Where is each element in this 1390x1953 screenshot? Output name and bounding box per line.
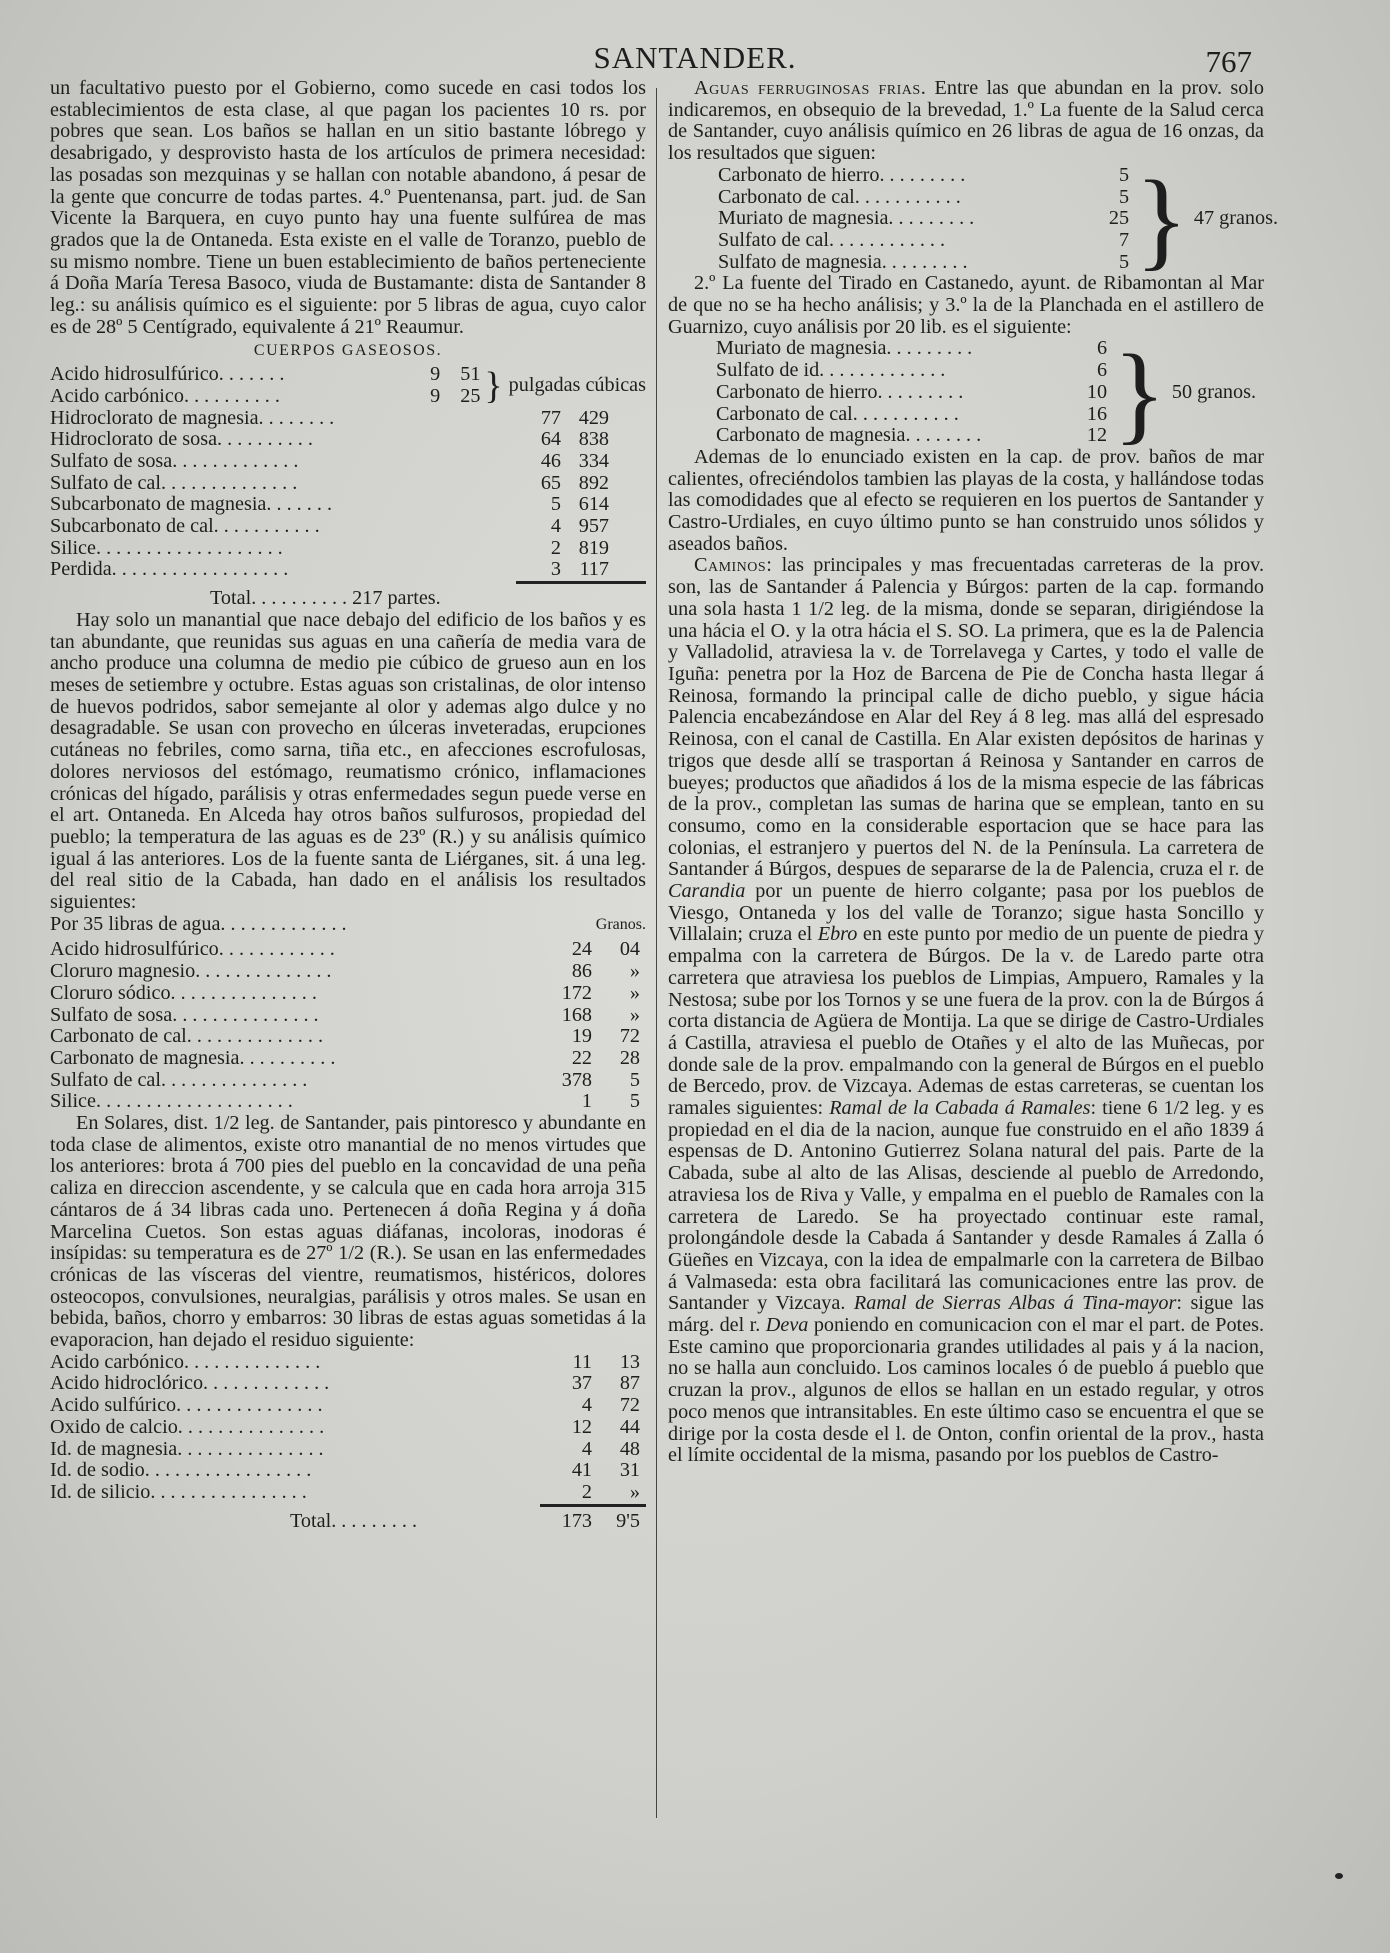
table-row: Carbonato de cal. . . . . . . . . . . 16 <box>716 402 1108 425</box>
ink-spot <box>1335 1873 1343 1879</box>
paragraph-tirado: 2.º La fuente del Tirado en Castanedo, ayunt. de Ribamontan al Mar de que no se ha hecho análisis; y 3.º la de la Planchada en el astillero de Guarnizo, cuyo análisis por 20 lib. es el siguiente: <box>668 272 1264 338</box>
table-row: Carbonato de magnesia. . . . . . . . 12 <box>716 424 1108 447</box>
gases-table <box>50 364 646 407</box>
table-row: Id. de silicio. . . . . . . . . . . . . . . . 2 » <box>50 1481 640 1503</box>
paragraph-solares: En Solares, dist. 1/2 leg. de Santander, pais pintoresco y abundante en toda clase de alimentos, existe otro manantial de no menos virtudes que los anteriores: brota á 700 pies del pueblo en la concavidad de una peña caliza en direccion ascendente, y se calcula que en cada hora arroja 315 cántaros de á 34 libras cada uno. Pertenecen á doña Regina y á doña Marcelina Cuetos. Son estas aguas diáfanas, incoloras, inodoras é insípidas: su temperatura es de 27º 1/2 (R.). Se usan en las enfermedades crónicas de las vísceras del vientre, reumatismos, histéricos, dolores osteocopos, convulsiones, neuralgias, parálisis y otros males. Se usan en bebida, baños, chorro y embarros: 30 libras de estas aguas sometidas á la evaporacion, han dejado el residuo siguiente: <box>50 1112 646 1352</box>
table-row: Carbonato de hierro. . . . . . . . . 10 <box>716 380 1108 403</box>
right-column <box>668 77 1278 1467</box>
brace-icon: } <box>1113 331 1166 454</box>
table-row: Carbonato de cal. . . . . . . . . . . 5 <box>718 185 1130 208</box>
lierganes-lead: Por 35 libras de agua. . . . . . . . . . . . . Granos. <box>50 912 646 935</box>
table-row: Sulfato de sosa. . . . . . . . . . . . . . . 168 » <box>50 1003 640 1026</box>
table-row: Carbonato de magnesia. . . . . . . . . . 22 28 <box>50 1046 640 1069</box>
table-row: Acido carbónico. . . . . . . . . . 9 25 <box>50 384 481 407</box>
table-row: Muriato de magnesia. . . . . . . . . 6 } 50 granos. <box>716 331 1256 454</box>
planchada-table <box>716 331 1256 454</box>
total-rule <box>540 1504 646 1507</box>
section-label-ferruginosas: Aguas ferruginosas frias. <box>694 77 927 99</box>
salud-table <box>718 158 1278 281</box>
table-row: Hidroclorato de sosa. . . . . . . . . . 64 838 <box>50 428 609 451</box>
table-row: Hidroclorato de magnesia. . . . . . . . 77 429 <box>50 406 609 429</box>
page-number: 767 <box>1205 44 1252 79</box>
table-row: Id. de sodio. . . . . . . . . . . . . . . . . 41 31 <box>50 1459 640 1482</box>
column-rule <box>656 88 657 1818</box>
table-row: Cloruro magnesio. . . . . . . . . . . . . . 86 » <box>50 960 640 983</box>
river-carandia: Carandia <box>668 880 746 903</box>
table-row: Carbonato de cal. . . . . . . . . . . . . . 19 72 <box>50 1025 640 1048</box>
grains-unit-label: Granos. <box>595 915 646 933</box>
table-row: Muriato de magnesia. . . . . . . . . 25 <box>718 207 1130 230</box>
table-row: Sulfato de id. . . . . . . . . . . . . 6 <box>716 359 1108 382</box>
running-title: SANTANDER. <box>593 40 797 75</box>
gases-heading: CUERPOS GASEOSOS. <box>253 342 443 360</box>
section-label-caminos: Caminos: <box>694 554 773 577</box>
table-row: Acido hidrosulfúrico. . . . . . . . . . . . 24 04 <box>50 938 640 961</box>
table-row: Acido hidrosulfúrico. . . . . . . 9 51 } pulgadas cúbicas <box>50 363 646 407</box>
table-row: Id. de magnesia. . . . . . . . . . . . . . . 4 48 <box>50 1437 640 1460</box>
planchada-total: 50 granos. <box>1171 380 1256 403</box>
table-row: Acido hidroclórico. . . . . . . . . . . . . 37 87 <box>50 1372 640 1395</box>
table-row: Acido sulfúrico. . . . . . . . . . . . . . . 4 72 <box>50 1394 640 1417</box>
solares-table <box>50 1352 646 1504</box>
table-row: Oxido de calcio. . . . . . . . . . . . . . . 12 44 <box>50 1415 640 1438</box>
paragraph-caminos: Caminos: las principales y mas frecuentadas carreteras de la prov. son, las de Santander á Palencia y Búrgos: parten de la cap. formando una sola hasta 1 1/2 leg. de la misma, donde se separan, dirigiéndose la una hácia el O. y la otra hácia el S. SO. La primera, que es la de Palencia y Valladolid, atraviesa la v. de Torrelavega y Cartes, y todo el valle de Iguña: penetra por la Hoz de Barcena de Pie de Concha hasta llegar á Reinosa, formando la principal calle de dicho pueblo, y sigue hácia Palencia encabezándose en Alar del Rey á 8 leg. mas allá del espresado Reinosa, con el canal de Castilla. En Alar existen depósitos de harinas y trigos que desde allí se trasportan á Reinosa y Santander en carros de bueyes; productos que añadidos á los de la misma especie de las fábricas de la prov., completan las sumas de harina que se emplean, tanto en su consumo, como en la considerable esportacion que se hace para las colonias, el estranjero y puertos del N. de la Península. La carretera de Santander á Búrgos, despues de separarse de la de Palencia, cruza el r. de Carandia por un puente de hierro colgante; pasa por los pueblos de Viesgo, Ontaneda y los del valle de Toranzo; sigue hasta Soncillo y Villalain; cruza el Ebro en este punto por medio de un puente de piedra y empalma con la carretera de Búrgos. De la v. de Laredo parte otra carretera que atraviesa los pueblos de Limpias, Ampuero, Ramales y la Nestosa; sube por los Tornos y se une fuera de la prov. con la de Búrgos á corta distancia de Agüera de Montija. La que se dirige de Castro-Urdiales á Castilla, atraviesa el pueblo de Otañes y el alto de las Muñecas, por donde sale de la prov. empalmando con la general de Búrgos en el pueblo de Bercedo, prov. de Vizcaya. Ademas de estas carreteras, se cuentan los ramales siguientes: Ramal de la Cabada á Ramales: tiene 6 1/2 leg. y es propiedad en el dia de la nacion, aunque fue construido en el año 1839 á espensas de D. Antonino Gutierrez Solana natural del pais. Parte de la Cabada, sube al alto de las Alisas, desciende al pueblo de Arredondo, atraviesa los de Riva y Valle, y empalma en el pueblo de Ramales con la carretera de Laredo. Se ha proyectado continuar este ramal, prolongándole desde la Cabada á Santander y desde Ramales á Zalla ó Güeñes en Vizcaya, con la idea de empalmarle con la carretera de Bilbao á Valmaseda: esta obra facilitará las comunicaciones entre las prov. de Santander y Vizcaya. Ramal de Sierras Albas á Tina-mayor: sigue las márg. del r. Deva poniendo en comunicacion con el mar el part. de Potes. Este camino que proporcionaria grandes utilidades al pais y á la nacion, no se halla aun concluido. Los caminos locales ó de pueblo á pueblo que cruzan la prov., algunos de ellos se hallan en un estado regular, y otros poco menos que intransitables. En este último caso se encuentra el que se dirige por la costa desde el l. de Onton, confin oriental de la prov., hasta el límite occidental de la misma, pasando por los pueblos de Castro- <box>668 554 1265 1467</box>
total-rule <box>516 581 646 584</box>
ramal-sierras-albas: Ramal de Sierras Albas á Tina-mayor <box>853 1292 1177 1315</box>
paragraph-banos-mar: Ademas de lo enunciado existen en la cap. de prov. baños de mar calientes, ofreciéndolos tambien las playas de la costa, y hallándose todas las comodidades que al efecto se requieren en los puertos de Santander y Castro-Urdiales, en cuyo último punto se han construido unos sólidos y aseados baños. <box>668 445 1264 555</box>
ramal-cabada-ramales: Ramal de la Cabada á Ramales <box>829 1097 1091 1120</box>
table-row: Silice. . . . . . . . . . . . . . . . . . . 2 819 <box>50 536 609 559</box>
salts-total: Total. . . . . . . . . . 217 partes. <box>210 587 441 610</box>
brace-icon: } <box>484 364 503 407</box>
table-row: Cloruro sódico. . . . . . . . . . . . . . . 172 » <box>50 981 640 1004</box>
brace-icon: } <box>1135 158 1188 281</box>
table-row: Sulfato de magnesia. . . . . . . . . 5 <box>718 250 1130 273</box>
paragraph-ferruginosas: Entre las que abundan en la prov. solo indicaremos, en obsequio de la brevedad, 1.º La fuente de la Salud cerca de Santander, cuyo análisis químico en 26 libras de agua de 16 onzas, da los resultados que siguen: <box>668 77 1265 165</box>
table-row: Sulfato de cal. . . . . . . . . . . . . . 65 892 <box>50 471 609 494</box>
gases-unit-note: pulgadas cúbicas <box>508 373 646 396</box>
table-row: Sulfato de sosa. . . . . . . . . . . . . 46 334 <box>50 449 609 472</box>
table-row: Perdida. . . . . . . . . . . . . . . . . . 3 117 <box>50 558 609 581</box>
table-row: Subcarbonato de cal. . . . . . . . . . . 4 957 <box>50 515 609 538</box>
river-deva: Deva <box>765 1314 809 1337</box>
salts-table <box>50 408 615 582</box>
table-row: Sulfato de cal. . . . . . . . . . . . . . . 378 5 <box>50 1068 640 1091</box>
table-row: Sulfato de cal. . . . . . . . . . . . 7 <box>718 228 1130 251</box>
left-column <box>50 78 646 1532</box>
salud-total: 47 granos. <box>1193 207 1278 230</box>
lierganes-table <box>50 939 646 1113</box>
table-row: Carbonato de hierro. . . . . . . . . 5 } 47 granos. <box>718 158 1278 281</box>
paragraph-banos-puentenansa: un facultativo puesto por el Gobierno, como sucede en casi todos los establecimientos de esta clase, al que pagan los pacientes 10 rs. por pobres que sean. Los baños se hallan en un sitio bastante lóbrego y desabrigado, y desprovisto hasta de los artículos de primera necesidad: las posadas son mezquinas y se hallan con notable abandono, á pesar de la gente que concurre de todas partes. 4.º Puentenansa, part. jud. de San Vicente la Barquera, en cuyo punto hay una fuente sulfúrea de mas grados que la de Ontaneda. Esta existe en el valle de Toranzo, pueblo de su mismo nombre. Tiene un buen establecimiento de baños perteneciente á Doña María Teresa Basoco, viuda de Bustamante: dista de Santander 8 leg.: su análisis químico es el siguiente: por 5 libras de agua, cuyo calor es de 28º 5 Centígrado, equivalente á 21º Reaumur. <box>50 77 646 338</box>
table-row: Acido carbónico. . . . . . . . . . . . . . 11 13 <box>50 1350 640 1373</box>
solares-total: Total. . . . . . . . . 173 9'5 <box>290 1509 640 1532</box>
table-row: Subcarbonato de magnesia. . . . . . . 5 614 <box>50 493 609 516</box>
paragraph-manantial: Hay solo un manantial que nace debajo del edificio de los baños y es tan abundante, que reunidas sus aguas en una cañería de media vara de ancho produce una columna de medio pie cúbico de grueso aun en los meses de setiembre y octubre. Estas aguas son cristalinas, de olor intenso de huevos podridos, sabor semejante al olor y ademas algo dulce y no desagradable. Se usan con provecho en úlceras inveteradas, erupciones cutáneas no febriles, como sarna, tiña etc., en afecciones escrofulosas, dolores nerviosos del estómago, reumatismo crónico, inflamaciones crónicas del hígado, parálisis y otras enfermedades segun puede verse en el art. Ontaneda. En Alceda hay otros baños sulfurosos, propiedad del pueblo; la temperatura de las aguas es de 23º (R.) y su análisis químico igual á las anteriores. Los de la fuente santa de Liérganes, sit. á una leg. del real sitio de la Cabada, han dado en el análisis los resultados siguientes: <box>50 608 646 914</box>
table-row: Silice. . . . . . . . . . . . . . . . . . . . 1 5 <box>50 1090 640 1113</box>
river-ebro: Ebro <box>817 923 858 946</box>
